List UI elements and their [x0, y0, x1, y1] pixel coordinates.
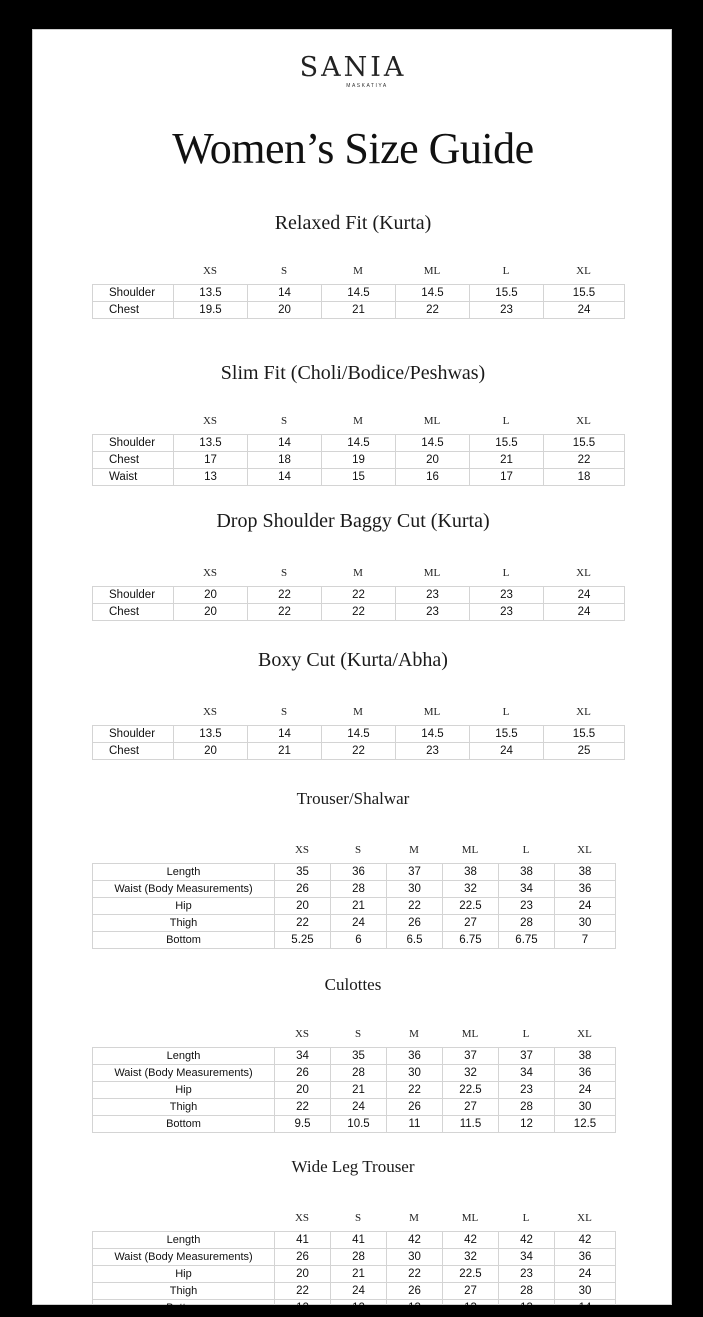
measurement-cell: 30: [387, 881, 443, 898]
section-title: Slim Fit (Choli/Bodice/Peshwas): [220, 362, 486, 384]
table-row: [93, 1099, 616, 1116]
measurement-cell: 14: [248, 469, 322, 486]
row-label: Bottom: [93, 932, 275, 949]
measurement-cell: 11.5: [443, 1116, 499, 1133]
size-guide-page: [32, 29, 672, 1305]
measurement-cell: 24: [555, 898, 616, 915]
measurement-cell: 26: [275, 1249, 331, 1266]
row-label: Shoulder: [93, 435, 174, 452]
measurement-cell: 22: [322, 743, 396, 760]
section-title: Boxy Cut (Kurta/Abha): [258, 649, 448, 671]
row-label: Length: [93, 1232, 275, 1249]
row-label: Bottom: [93, 1116, 275, 1133]
measurement-cell: 24: [544, 302, 625, 319]
measurement-cell: 36: [331, 864, 387, 881]
measurement-cell: 37: [499, 1048, 555, 1065]
measurement-cell: 16: [396, 469, 470, 486]
measurement-cell: 20: [275, 1266, 331, 1283]
section-title: Wide Leg Trouser: [291, 1157, 415, 1176]
size-header: ML: [461, 844, 479, 856]
measurement-cell: 7: [555, 932, 616, 949]
measurement-cell: 28: [331, 881, 387, 898]
measurement-cell: 26: [387, 915, 443, 932]
size-header: L: [502, 706, 510, 718]
measurement-cell: 22: [275, 915, 331, 932]
size-table: [92, 284, 625, 319]
measurement-cell: 26: [387, 1099, 443, 1116]
measurement-cell: 22.5: [443, 1082, 499, 1099]
measurement-cell: 36: [555, 881, 616, 898]
measurement-cell: 12.5: [555, 1116, 616, 1133]
measurement-cell: 28: [499, 915, 555, 932]
measurement-cell: 15.5: [544, 726, 625, 743]
table-row: [93, 1283, 616, 1300]
measurement-cell: 32: [443, 881, 499, 898]
table-row: [93, 1116, 616, 1133]
measurement-cell: 14.5: [396, 726, 470, 743]
size-header: ML: [423, 265, 441, 277]
measurement-cell: 6: [331, 932, 387, 949]
table-row: [93, 435, 625, 452]
size-header: S: [280, 706, 288, 718]
measurement-cell: 24: [331, 1099, 387, 1116]
size-header: XL: [576, 567, 591, 579]
measurement-cell: 18: [248, 452, 322, 469]
row-label: Thigh: [93, 1283, 275, 1300]
measurement-cell: 23: [499, 1082, 555, 1099]
measurement-cell: 27: [443, 1283, 499, 1300]
measurement-cell: 14.5: [396, 285, 470, 302]
size-header: ML: [423, 415, 441, 427]
measurement-cell: 20: [275, 1082, 331, 1099]
measurement-cell: 19: [322, 452, 396, 469]
measurement-cell: 14.5: [322, 435, 396, 452]
measurement-cell: 37: [443, 1048, 499, 1065]
measurement-cell: 30: [555, 1099, 616, 1116]
row-label: Hip: [93, 1266, 275, 1283]
measurement-cell: 15.5: [544, 285, 625, 302]
measurement-cell: 42: [387, 1232, 443, 1249]
window-bottom-edge: [0, 1305, 703, 1317]
measurement-cell: 30: [555, 915, 616, 932]
size-header: XL: [577, 844, 592, 856]
table-row: [93, 587, 625, 604]
size-header: XL: [576, 415, 591, 427]
measurement-cell: 21: [331, 1082, 387, 1099]
row-label: Chest: [93, 452, 174, 469]
measurement-cell: 28: [331, 1249, 387, 1266]
measurement-cell: 13.5: [174, 435, 248, 452]
brand-logo: SANIA: [299, 52, 407, 83]
measurement-cell: 20: [248, 302, 322, 319]
row-label: Waist (Body Measurements): [93, 1065, 275, 1082]
measurement-cell: 34: [275, 1048, 331, 1065]
measurement-cell: 14.5: [396, 435, 470, 452]
measurement-cell: 24: [555, 1082, 616, 1099]
measurement-cell: 34: [499, 881, 555, 898]
measurement-cell: 22: [322, 604, 396, 621]
measurement-cell: 36: [555, 1249, 616, 1266]
size-header: S: [280, 415, 288, 427]
measurement-cell: 6.75: [443, 932, 499, 949]
size-header: L: [522, 1028, 530, 1040]
size-header: L: [522, 1212, 530, 1224]
measurement-cell: 23: [396, 743, 470, 760]
measurement-cell: 5.25: [275, 932, 331, 949]
measurement-cell: 13: [174, 469, 248, 486]
size-header: XL: [577, 1212, 592, 1224]
measurement-cell: 14: [248, 435, 322, 452]
measurement-cell: 42: [499, 1232, 555, 1249]
table-row: [93, 898, 616, 915]
table-row: [93, 932, 616, 949]
row-label: Length: [93, 864, 275, 881]
measurement-cell: 32: [443, 1065, 499, 1082]
measurement-cell: 24: [470, 743, 544, 760]
size-header: XS: [202, 706, 218, 718]
measurement-cell: 22: [544, 452, 625, 469]
table-row: [93, 1232, 616, 1249]
section-title: Trouser/Shalwar: [296, 789, 410, 808]
measurement-cell: 27: [443, 915, 499, 932]
row-label: Chest: [93, 604, 174, 621]
measurement-cell: 18: [544, 469, 625, 486]
measurement-cell: 26: [275, 881, 331, 898]
measurement-cell: 20: [396, 452, 470, 469]
size-table: [92, 725, 625, 760]
row-label: Waist (Body Measurements): [93, 881, 275, 898]
size-table: [92, 1047, 616, 1133]
measurement-cell: 22: [322, 587, 396, 604]
measurement-cell: 22: [396, 302, 470, 319]
row-label: Shoulder: [93, 587, 174, 604]
measurement-cell: 21: [331, 1266, 387, 1283]
size-header: XS: [202, 265, 218, 277]
row-label: Waist (Body Measurements): [93, 1249, 275, 1266]
measurement-cell: 25: [544, 743, 625, 760]
measurement-cell: 30: [387, 1065, 443, 1082]
measurement-cell: 11: [387, 1116, 443, 1133]
measurement-cell: 34: [499, 1249, 555, 1266]
size-table: [92, 434, 625, 486]
measurement-cell: 15.5: [470, 435, 544, 452]
measurement-cell: 23: [396, 587, 470, 604]
measurement-cell: 22.5: [443, 1266, 499, 1283]
measurement-cell: 37: [387, 864, 443, 881]
measurement-cell: 10.5: [331, 1116, 387, 1133]
section-title: Culottes: [324, 975, 382, 994]
row-label: Chest: [93, 743, 174, 760]
measurement-cell: 41: [331, 1232, 387, 1249]
measurement-cell: 23: [470, 302, 544, 319]
size-table: [92, 863, 616, 949]
size-header: L: [522, 844, 530, 856]
size-header: M: [409, 1212, 419, 1224]
measurement-cell: 14: [248, 726, 322, 743]
size-header: M: [353, 265, 363, 277]
measurement-cell: 13.5: [174, 285, 248, 302]
measurement-cell: 12: [499, 1116, 555, 1133]
table-row: [93, 1082, 616, 1099]
size-header: S: [354, 1212, 362, 1224]
table-row: [93, 604, 625, 621]
size-header: S: [280, 265, 288, 277]
measurement-cell: 22: [248, 604, 322, 621]
size-header: S: [354, 1028, 362, 1040]
measurement-cell: 17: [470, 469, 544, 486]
measurement-cell: 35: [331, 1048, 387, 1065]
measurement-cell: 24: [555, 1266, 616, 1283]
measurement-cell: 28: [499, 1099, 555, 1116]
measurement-cell: 22: [275, 1283, 331, 1300]
size-header: L: [502, 415, 510, 427]
table-row: [93, 743, 625, 760]
size-header: M: [409, 844, 419, 856]
measurement-cell: 38: [499, 864, 555, 881]
measurement-cell: 36: [387, 1048, 443, 1065]
measurement-cell: 28: [331, 1065, 387, 1082]
measurement-cell: 23: [499, 1266, 555, 1283]
measurement-cell: 38: [555, 864, 616, 881]
measurement-cell: 42: [443, 1232, 499, 1249]
measurement-cell: 32: [443, 1249, 499, 1266]
measurement-cell: 24: [331, 915, 387, 932]
measurement-cell: 19.5: [174, 302, 248, 319]
brand-subtitle: MASKATIYA: [346, 83, 388, 89]
measurement-cell: 15.5: [544, 435, 625, 452]
measurement-cell: 9.5: [275, 1116, 331, 1133]
table-row: [93, 881, 616, 898]
row-label: Length: [93, 1048, 275, 1065]
measurement-cell: 6.75: [499, 932, 555, 949]
table-row: [93, 1065, 616, 1082]
size-header: M: [353, 706, 363, 718]
size-header: XL: [577, 1028, 592, 1040]
size-header: XS: [294, 1028, 310, 1040]
table-row: [93, 1266, 616, 1283]
measurement-cell: 23: [499, 898, 555, 915]
measurement-cell: 21: [322, 302, 396, 319]
table-row: [93, 1048, 616, 1065]
measurement-cell: 22: [387, 1266, 443, 1283]
table-row: [93, 726, 625, 743]
measurement-cell: 21: [470, 452, 544, 469]
measurement-cell: 15.5: [470, 285, 544, 302]
size-header: M: [353, 415, 363, 427]
measurement-cell: 23: [396, 604, 470, 621]
section-title: Relaxed Fit (Kurta): [274, 212, 432, 234]
measurement-cell: 20: [174, 743, 248, 760]
size-header: M: [409, 1028, 419, 1040]
row-label: Waist: [93, 469, 174, 486]
measurement-cell: 23: [470, 587, 544, 604]
measurement-cell: 22: [248, 587, 322, 604]
measurement-cell: 41: [275, 1232, 331, 1249]
measurement-cell: 17: [174, 452, 248, 469]
measurement-cell: 24: [544, 604, 625, 621]
table-row: [93, 302, 625, 319]
table-row: [93, 915, 616, 932]
measurement-cell: 23: [470, 604, 544, 621]
measurement-cell: 20: [174, 604, 248, 621]
measurement-cell: 22: [387, 898, 443, 915]
size-header: XS: [202, 567, 218, 579]
measurement-cell: 14: [248, 285, 322, 302]
measurement-cell: 34: [499, 1065, 555, 1082]
size-header: L: [502, 567, 510, 579]
measurement-cell: 26: [275, 1065, 331, 1082]
measurement-cell: 30: [555, 1283, 616, 1300]
size-header: ML: [461, 1212, 479, 1224]
measurement-cell: 24: [331, 1283, 387, 1300]
measurement-cell: 6.5: [387, 932, 443, 949]
measurement-cell: 22.5: [443, 898, 499, 915]
size-header: XS: [294, 844, 310, 856]
measurement-cell: 27: [443, 1099, 499, 1116]
measurement-cell: 13.5: [174, 726, 248, 743]
measurement-cell: 38: [555, 1048, 616, 1065]
measurement-cell: 21: [248, 743, 322, 760]
size-header: XS: [294, 1212, 310, 1224]
size-header: XS: [202, 415, 218, 427]
row-label: Hip: [93, 1082, 275, 1099]
measurement-cell: 21: [331, 898, 387, 915]
row-label: Hip: [93, 898, 275, 915]
size-header: ML: [423, 567, 441, 579]
size-header: ML: [461, 1028, 479, 1040]
row-label: Thigh: [93, 915, 275, 932]
measurement-cell: 22: [387, 1082, 443, 1099]
page-title: Women’s Size Guide: [172, 124, 534, 173]
table-row: [93, 452, 625, 469]
measurement-cell: 24: [544, 587, 625, 604]
measurement-cell: 15: [322, 469, 396, 486]
measurement-cell: 14.5: [322, 726, 396, 743]
measurement-cell: 26: [387, 1283, 443, 1300]
row-label: Shoulder: [93, 726, 174, 743]
size-header: XL: [576, 706, 591, 718]
measurement-cell: 28: [499, 1283, 555, 1300]
measurement-cell: 42: [555, 1232, 616, 1249]
measurement-cell: 36: [555, 1065, 616, 1082]
measurement-cell: 15.5: [470, 726, 544, 743]
measurement-cell: 35: [275, 864, 331, 881]
size-header: M: [353, 567, 363, 579]
measurement-cell: 20: [174, 587, 248, 604]
size-header: S: [280, 567, 288, 579]
size-table: [92, 586, 625, 621]
row-label: Shoulder: [93, 285, 174, 302]
measurement-cell: 30: [387, 1249, 443, 1266]
table-row: [93, 1249, 616, 1266]
size-header: ML: [423, 706, 441, 718]
table-row: [93, 864, 616, 881]
size-header: L: [502, 265, 510, 277]
measurement-cell: 38: [443, 864, 499, 881]
row-label: Thigh: [93, 1099, 275, 1116]
section-title: Drop Shoulder Baggy Cut (Kurta): [216, 510, 490, 532]
size-header: S: [354, 844, 362, 856]
table-row: [93, 469, 625, 486]
row-label: Chest: [93, 302, 174, 319]
table-row: [93, 285, 625, 302]
measurement-cell: 14.5: [322, 285, 396, 302]
measurement-cell: 20: [275, 898, 331, 915]
measurement-cell: 22: [275, 1099, 331, 1116]
size-header: XL: [576, 265, 591, 277]
